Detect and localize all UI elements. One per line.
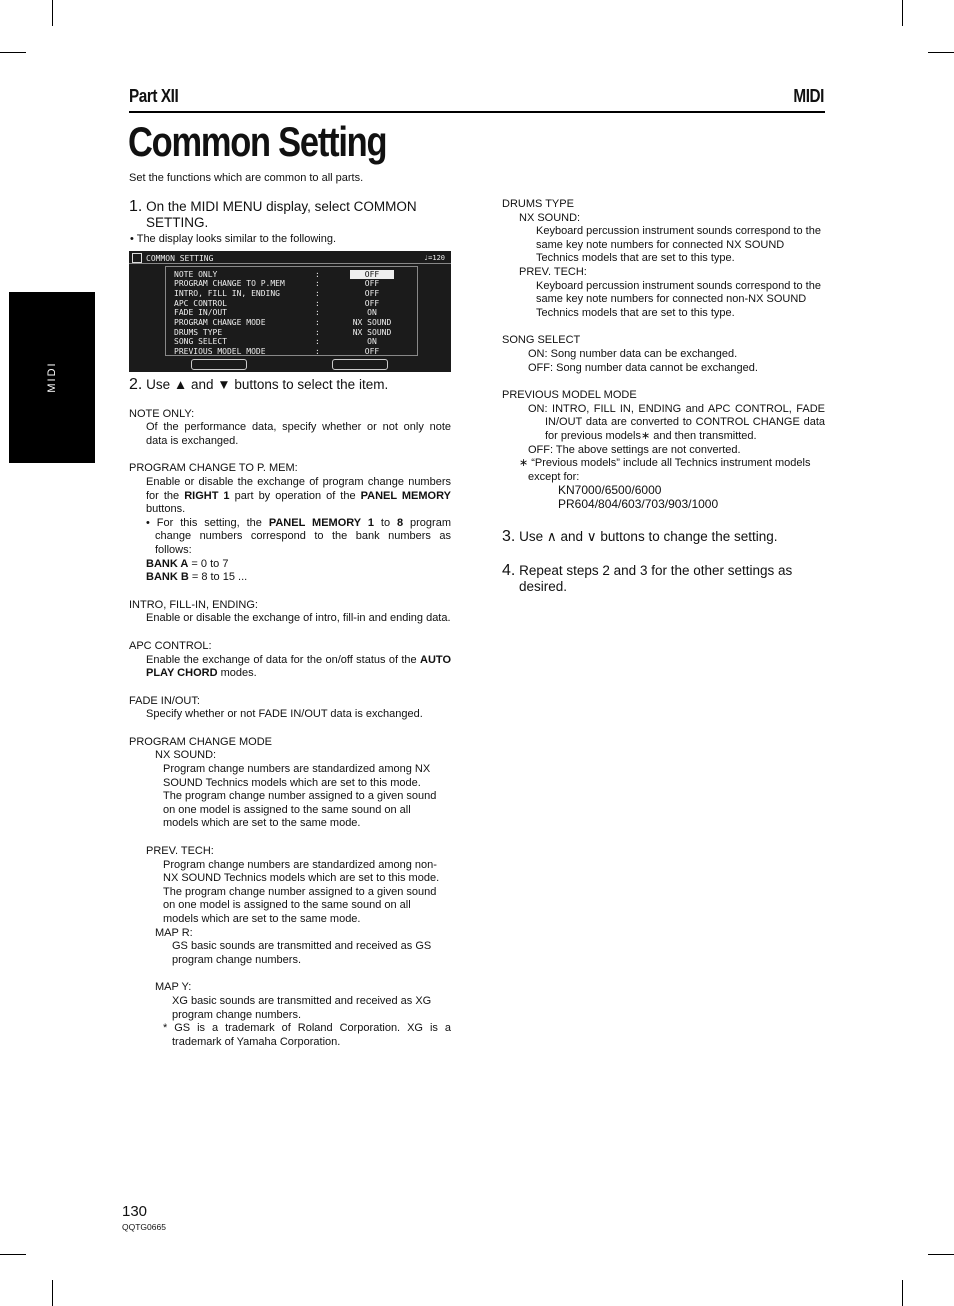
drums-prev-text: Keyboard percussion instrument sounds correspond to the same key note numbers for connected non-NX SOUND Technics models that are set to this type.: [536, 279, 821, 319]
lcd-row-value: OFF: [364, 279, 380, 289]
text-run: buttons.: [146, 503, 186, 516]
step-text: Repeat steps 2 and 3 for the other settings as desired.: [519, 563, 793, 595]
lcd-row-colon: :: [315, 279, 320, 289]
text-run: part by operation of the: [229, 489, 361, 502]
map-r-text: GS basic sounds are transmitted and received as GS program change numbers.: [172, 940, 432, 966]
lcd-row-label: NOTE ONLY: [174, 269, 218, 279]
lcd-row-label: SONG SELECT: [174, 337, 227, 347]
lcd-row-label: APC CONTROL: [174, 298, 227, 308]
step-1: [129, 199, 451, 231]
lcd-row-value: OFF: [364, 347, 380, 357]
lcd-row[interactable]: [174, 308, 377, 318]
lcd-row[interactable]: [174, 327, 392, 337]
lcd-settings-panel: [165, 266, 418, 356]
step-4: [502, 563, 825, 595]
intro-fill-heading: INTRO, FILL-IN, ENDING:: [129, 598, 258, 611]
note-only-heading: NOTE ONLY:: [129, 407, 195, 420]
lcd-row[interactable]: [174, 298, 380, 308]
lcd-button-right[interactable]: [332, 359, 388, 370]
song-on: ON: Song number data can be exchanged.: [528, 347, 738, 360]
side-tab-label: MIDI: [46, 361, 58, 393]
lcd-row-label: PROGRAM CHANGE MODE: [174, 318, 266, 328]
fade-heading: FADE IN/OUT:: [129, 694, 200, 707]
lcd-title-bar: [129, 251, 451, 264]
drums-heading: DRUMS TYPE: [502, 198, 574, 210]
pc-pmem-heading: PROGRAM CHANGE TO P. MEM:: [129, 462, 298, 475]
text-run: to: [373, 516, 397, 529]
bank-a: [129, 558, 451, 572]
text-run: = 0 to 7: [188, 557, 229, 570]
step-text: On the MIDI MENU display, select COMMON SETTING.: [146, 199, 417, 230]
bold-run: PANEL MEMORY: [360, 489, 451, 502]
lcd-row-colon: :: [315, 298, 320, 308]
intro-fill-text: Enable or disable the exchange of intro, fill-in and ending data.: [146, 612, 451, 625]
document-code: QQTG0665: [122, 1222, 166, 1232]
pc-mode-heading: PROGRAM CHANGE MODE: [129, 735, 273, 748]
part-label: Part XII: [129, 86, 179, 106]
pc-mode-prev-text: Program change numbers are standardized among non-NX SOUND Technics models which are set to this mode. The program change number assigned to a given sound on one model is assigned to the same sound on all models which are set to the same mode.: [163, 858, 440, 925]
crop-mark: [928, 52, 954, 53]
lcd-row-value: OFF: [364, 288, 380, 298]
menu-icon: [132, 253, 142, 263]
bold-run: PANEL MEMORY 1: [268, 516, 374, 529]
song-heading: SONG SELECT: [502, 334, 581, 347]
text-run: Enable the exchange of data for the on/off status of the: [146, 653, 421, 666]
prev-model-exception-1: KN7000/6500/6000: [558, 483, 662, 498]
bold-run: BANK B: [146, 571, 189, 584]
lcd-row-label: DRUMS TYPE: [174, 327, 223, 337]
drums-nx-text: Keyboard percussion instrument sounds correspond to the same key note numbers for connected NX SOUND Technics models that are set to this type.: [536, 225, 821, 265]
lcd-row-colon: :: [315, 337, 320, 347]
lcd-row-label: PROGRAM CHANGE TO P.MEM: [174, 279, 285, 289]
pc-mode-prev-heading: PREV. TECH:: [146, 845, 214, 858]
drums-nx-heading: NX SOUND:: [519, 211, 581, 224]
lcd-row-label: FADE IN/OUT: [174, 308, 227, 318]
lcd-row-value: NX SOUND: [352, 318, 392, 328]
map-r-heading: MAP R:: [155, 926, 193, 939]
crop-mark: [902, 1280, 903, 1306]
step-number: 4.: [502, 562, 516, 580]
lcd-row-colon: :: [315, 327, 320, 337]
intro-text: Set the functions which are common to all parts.: [129, 172, 364, 184]
lcd-row-colon: :: [315, 318, 320, 328]
lcd-row-value: OFF: [350, 270, 394, 279]
step-text: Use ▲ and ▼ buttons to select the item.: [146, 376, 389, 392]
crop-mark: [902, 0, 903, 26]
step-number: 2.: [129, 375, 143, 393]
side-tab: [9, 292, 95, 463]
lcd-row-colon: :: [315, 269, 320, 279]
text-run: = 8 to 15 ...: [188, 571, 248, 584]
prev-model-heading: PREVIOUS MODEL MODE: [502, 389, 637, 402]
step-number: 1.: [129, 198, 143, 215]
step-number: 3.: [502, 528, 516, 546]
apc-heading: APC CONTROL:: [129, 639, 212, 652]
header-rule: [129, 111, 825, 113]
lcd-row-value: ON: [367, 308, 377, 318]
lcd-row[interactable]: [174, 318, 392, 328]
text-run: modes.: [217, 667, 257, 680]
bold-run: RIGHT 1: [184, 489, 230, 502]
trademark-note: * GS is a trademark of Roland Corporation. XG is a trademark of Yamaha Corporation.: [163, 1022, 451, 1048]
lcd-row[interactable]: [174, 269, 380, 279]
lcd-row-colon: :: [315, 288, 320, 298]
crop-mark: [928, 1254, 954, 1255]
lcd-row-value: OFF: [364, 298, 380, 308]
bullet-item: • The display looks similar to the following.: [130, 233, 337, 245]
bank-b: [129, 571, 451, 585]
prev-model-off: OFF: The above settings are not converted.: [528, 443, 741, 456]
note-only-text: Of the performance data, specify whether or not only note data is exchanged.: [146, 421, 451, 447]
lcd-display: [129, 251, 451, 372]
step-text: Use ∧ and ∨ buttons to change the setting.: [519, 529, 778, 545]
crop-mark: [52, 0, 53, 26]
text-run: For this setting, the: [156, 516, 269, 529]
crop-mark: [0, 1254, 26, 1255]
pc-mode-nx-text: Program change numbers are standardized among NX SOUND Technics models which are set to this mode. The program change number assigned to a given sound on one model is assigned to the same sound on all models which are set to the same mode.: [163, 763, 437, 830]
lcd-row[interactable]: [174, 347, 380, 357]
prev-model-exception-2: PR604/804/603/703/903/1000: [558, 496, 719, 511]
page-number: 130: [122, 1203, 148, 1220]
crop-mark: [52, 1280, 53, 1306]
bold-run: BANK A: [146, 557, 189, 570]
lcd-row[interactable]: [174, 279, 380, 289]
left-column: [129, 199, 451, 1049]
step-3: [502, 529, 825, 545]
song-off: OFF: Song number data cannot be exchanged.: [528, 361, 758, 374]
lcd-button-left[interactable]: [191, 359, 247, 370]
step-2: [129, 377, 451, 393]
bold-run: AUTO PLAY CHORD: [146, 653, 451, 680]
right-column: [502, 198, 825, 595]
lcd-tempo: ♩=120: [423, 253, 445, 262]
prev-model-on: ON: INTRO, FILL IN, ENDING and APC CONTROL, FADE IN/OUT data are converted to CONTROL CHANGE data for previous models∗ and then transmitted.: [528, 402, 825, 442]
prev-model-note: ∗ “Previous models” include all Technics instrument models except for:: [519, 457, 811, 483]
map-y-heading: MAP Y:: [155, 981, 192, 994]
map-y-text: XG basic sounds are transmitted and received as XG program change numbers.: [172, 994, 432, 1021]
text-run: Enable or disable the exchange of program change numbers for the: [146, 475, 451, 502]
pc-mode-nx-heading: NX SOUND:: [155, 749, 217, 762]
apc-text: [129, 654, 451, 681]
lcd-row-value: NX SOUND: [352, 327, 392, 337]
text-run: program change numbers correspond to the bank numbers as follows:: [155, 516, 451, 556]
lcd-row[interactable]: [174, 288, 380, 298]
lcd-row[interactable]: [174, 337, 377, 347]
lcd-row-value: ON: [367, 337, 377, 347]
lcd-row-label: INTRO, FILL IN, ENDING: [174, 288, 280, 298]
crop-mark: [0, 52, 26, 53]
section-label: MIDI: [793, 86, 824, 106]
drums-prev-heading: PREV. TECH:: [519, 265, 587, 278]
fade-text: Specify whether or not FADE IN/OUT data is exchanged.: [146, 708, 423, 721]
pc-pmem-text: [129, 476, 451, 517]
lcd-title: COMMON SETTING: [146, 253, 214, 263]
bullet-text: The display looks similar to the following.: [136, 233, 337, 245]
lcd-row-label: PREVIOUS MODEL MODE: [174, 347, 266, 357]
pc-pmem-bullet: • For this setting, the PANEL MEMORY 1 to 8 program change numbers correspond to the bank numbers as follows:: [146, 516, 451, 556]
lcd-row-colon: :: [315, 347, 320, 357]
lcd-row-colon: :: [315, 308, 320, 318]
page-title: Common Setting: [128, 118, 387, 165]
bold-run: 8: [396, 516, 404, 529]
